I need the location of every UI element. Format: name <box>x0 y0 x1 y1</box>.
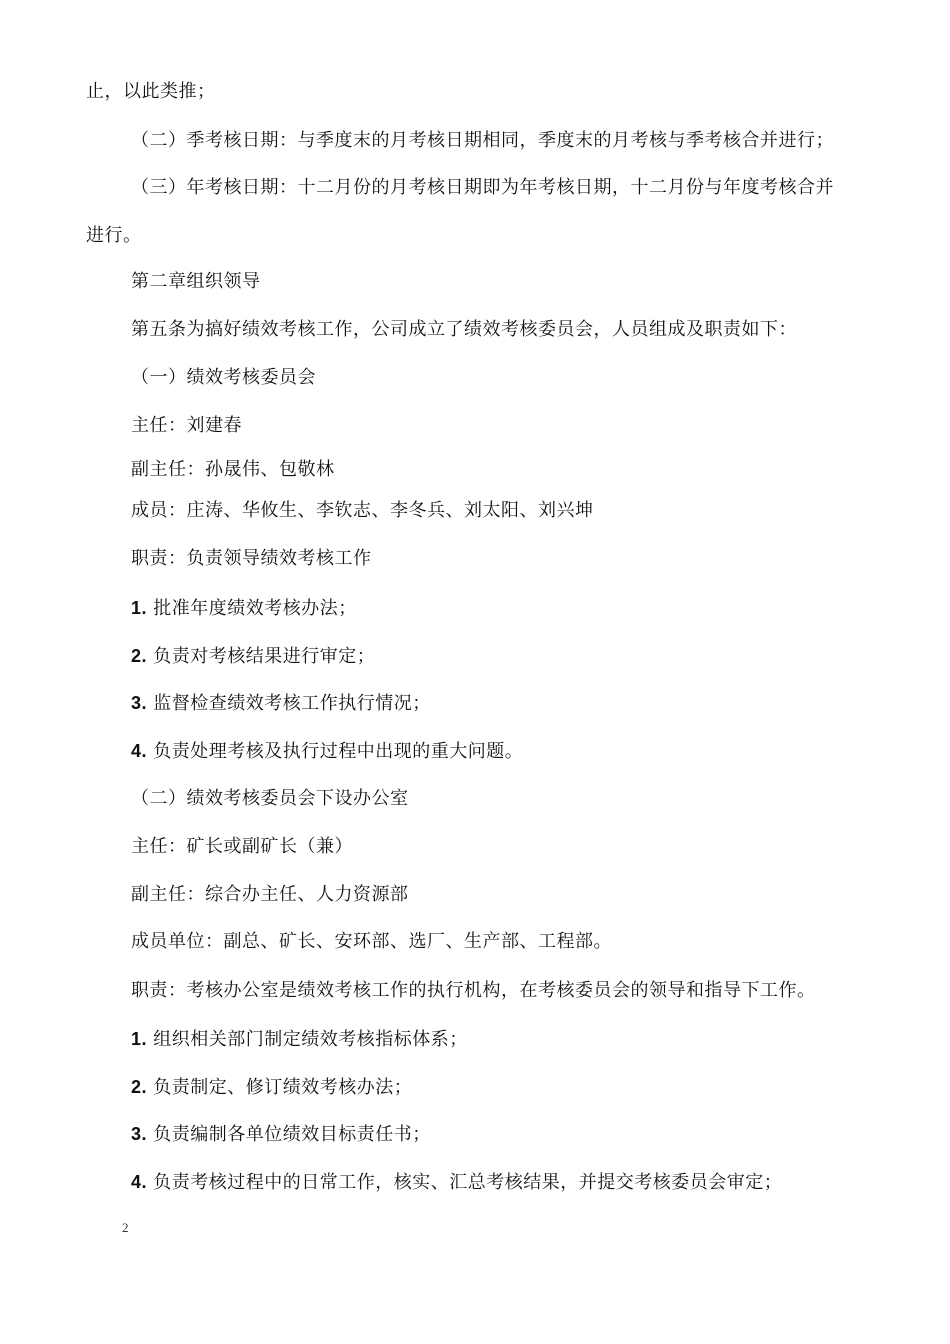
list-item-text: 负责处理考核及执行过程中出现的重大问题。 <box>153 741 524 762</box>
list-item <box>131 645 375 668</box>
list-item <box>131 1028 468 1051</box>
list-number: 3. <box>131 693 148 713</box>
paragraph-line: 主任：矿长或副矿长（兼） <box>131 836 353 857</box>
paragraph-line: （二）季考核日期：与季度末的月考核日期相同，季度末的月考核与季考核合并进行； <box>131 130 834 151</box>
page-number: 2 <box>122 1220 129 1235</box>
paragraph-line: 成员：庄涛、华攸生、李钦志、李冬兵、刘太阳、刘兴坤 <box>131 500 594 521</box>
paragraph-line: 成员单位：副总、矿长、安环部、选厂、生产部、工程部。 <box>131 931 612 952</box>
list-item-text: 负责对考核结果进行审定； <box>153 646 376 667</box>
list-item-text: 监督检查绩效考核工作执行情况； <box>153 693 431 714</box>
list-item-text: 组织相关部门制定绩效考核指标体系； <box>153 1029 468 1050</box>
list-item <box>131 1123 431 1146</box>
list-number: 1. <box>131 1029 148 1049</box>
list-item <box>131 692 431 715</box>
list-number: 2. <box>131 646 148 666</box>
paragraph-line: 职责：负责领导绩效考核工作 <box>131 548 372 569</box>
list-item <box>131 740 523 763</box>
list-number: 3. <box>131 1124 148 1144</box>
paragraph-line: 进行。 <box>86 225 142 246</box>
paragraph-line: （三）年考核日期：十二月份的月考核日期即为年考核日期，十二月份与年度考核合并 <box>131 177 834 198</box>
list-item <box>131 1076 412 1099</box>
list-number: 1. <box>131 598 148 618</box>
list-item-text: 负责编制各单位绩效目标责任书； <box>153 1124 431 1145</box>
list-item <box>131 597 357 620</box>
section-heading: （一）绩效考核委员会 <box>131 367 316 388</box>
list-item <box>131 1171 782 1194</box>
paragraph-line: 副主任：综合办主任、人力资源部 <box>131 884 409 905</box>
list-item-text: 负责制定、修订绩效考核办法； <box>153 1077 413 1098</box>
list-number: 2. <box>131 1077 148 1097</box>
paragraph-line: 主任：刘建春 <box>131 415 242 436</box>
paragraph-line: 副主任：孙晟伟、包敬林 <box>131 459 335 480</box>
paragraph-line: 止，以此类推； <box>86 81 216 102</box>
list-item-text: 负责考核过程中的日常工作，核实、汇总考核结果，并提交考核委员会审定； <box>153 1172 783 1193</box>
chapter-heading: 第二章组织领导 <box>131 271 261 292</box>
list-number: 4. <box>131 1172 148 1192</box>
section-heading: （二）绩效考核委员会下设办公室 <box>131 788 409 809</box>
paragraph-line: 第五条为搞好绩效考核工作，公司成立了绩效考核委员会，人员组成及职责如下： <box>131 319 797 340</box>
list-number: 4. <box>131 741 148 761</box>
list-item-text: 批准年度绩效考核办法； <box>153 598 357 619</box>
paragraph-line: 职责：考核办公室是绩效考核工作的执行机构，在考核委员会的领导和指导下工作。 <box>131 980 816 1001</box>
